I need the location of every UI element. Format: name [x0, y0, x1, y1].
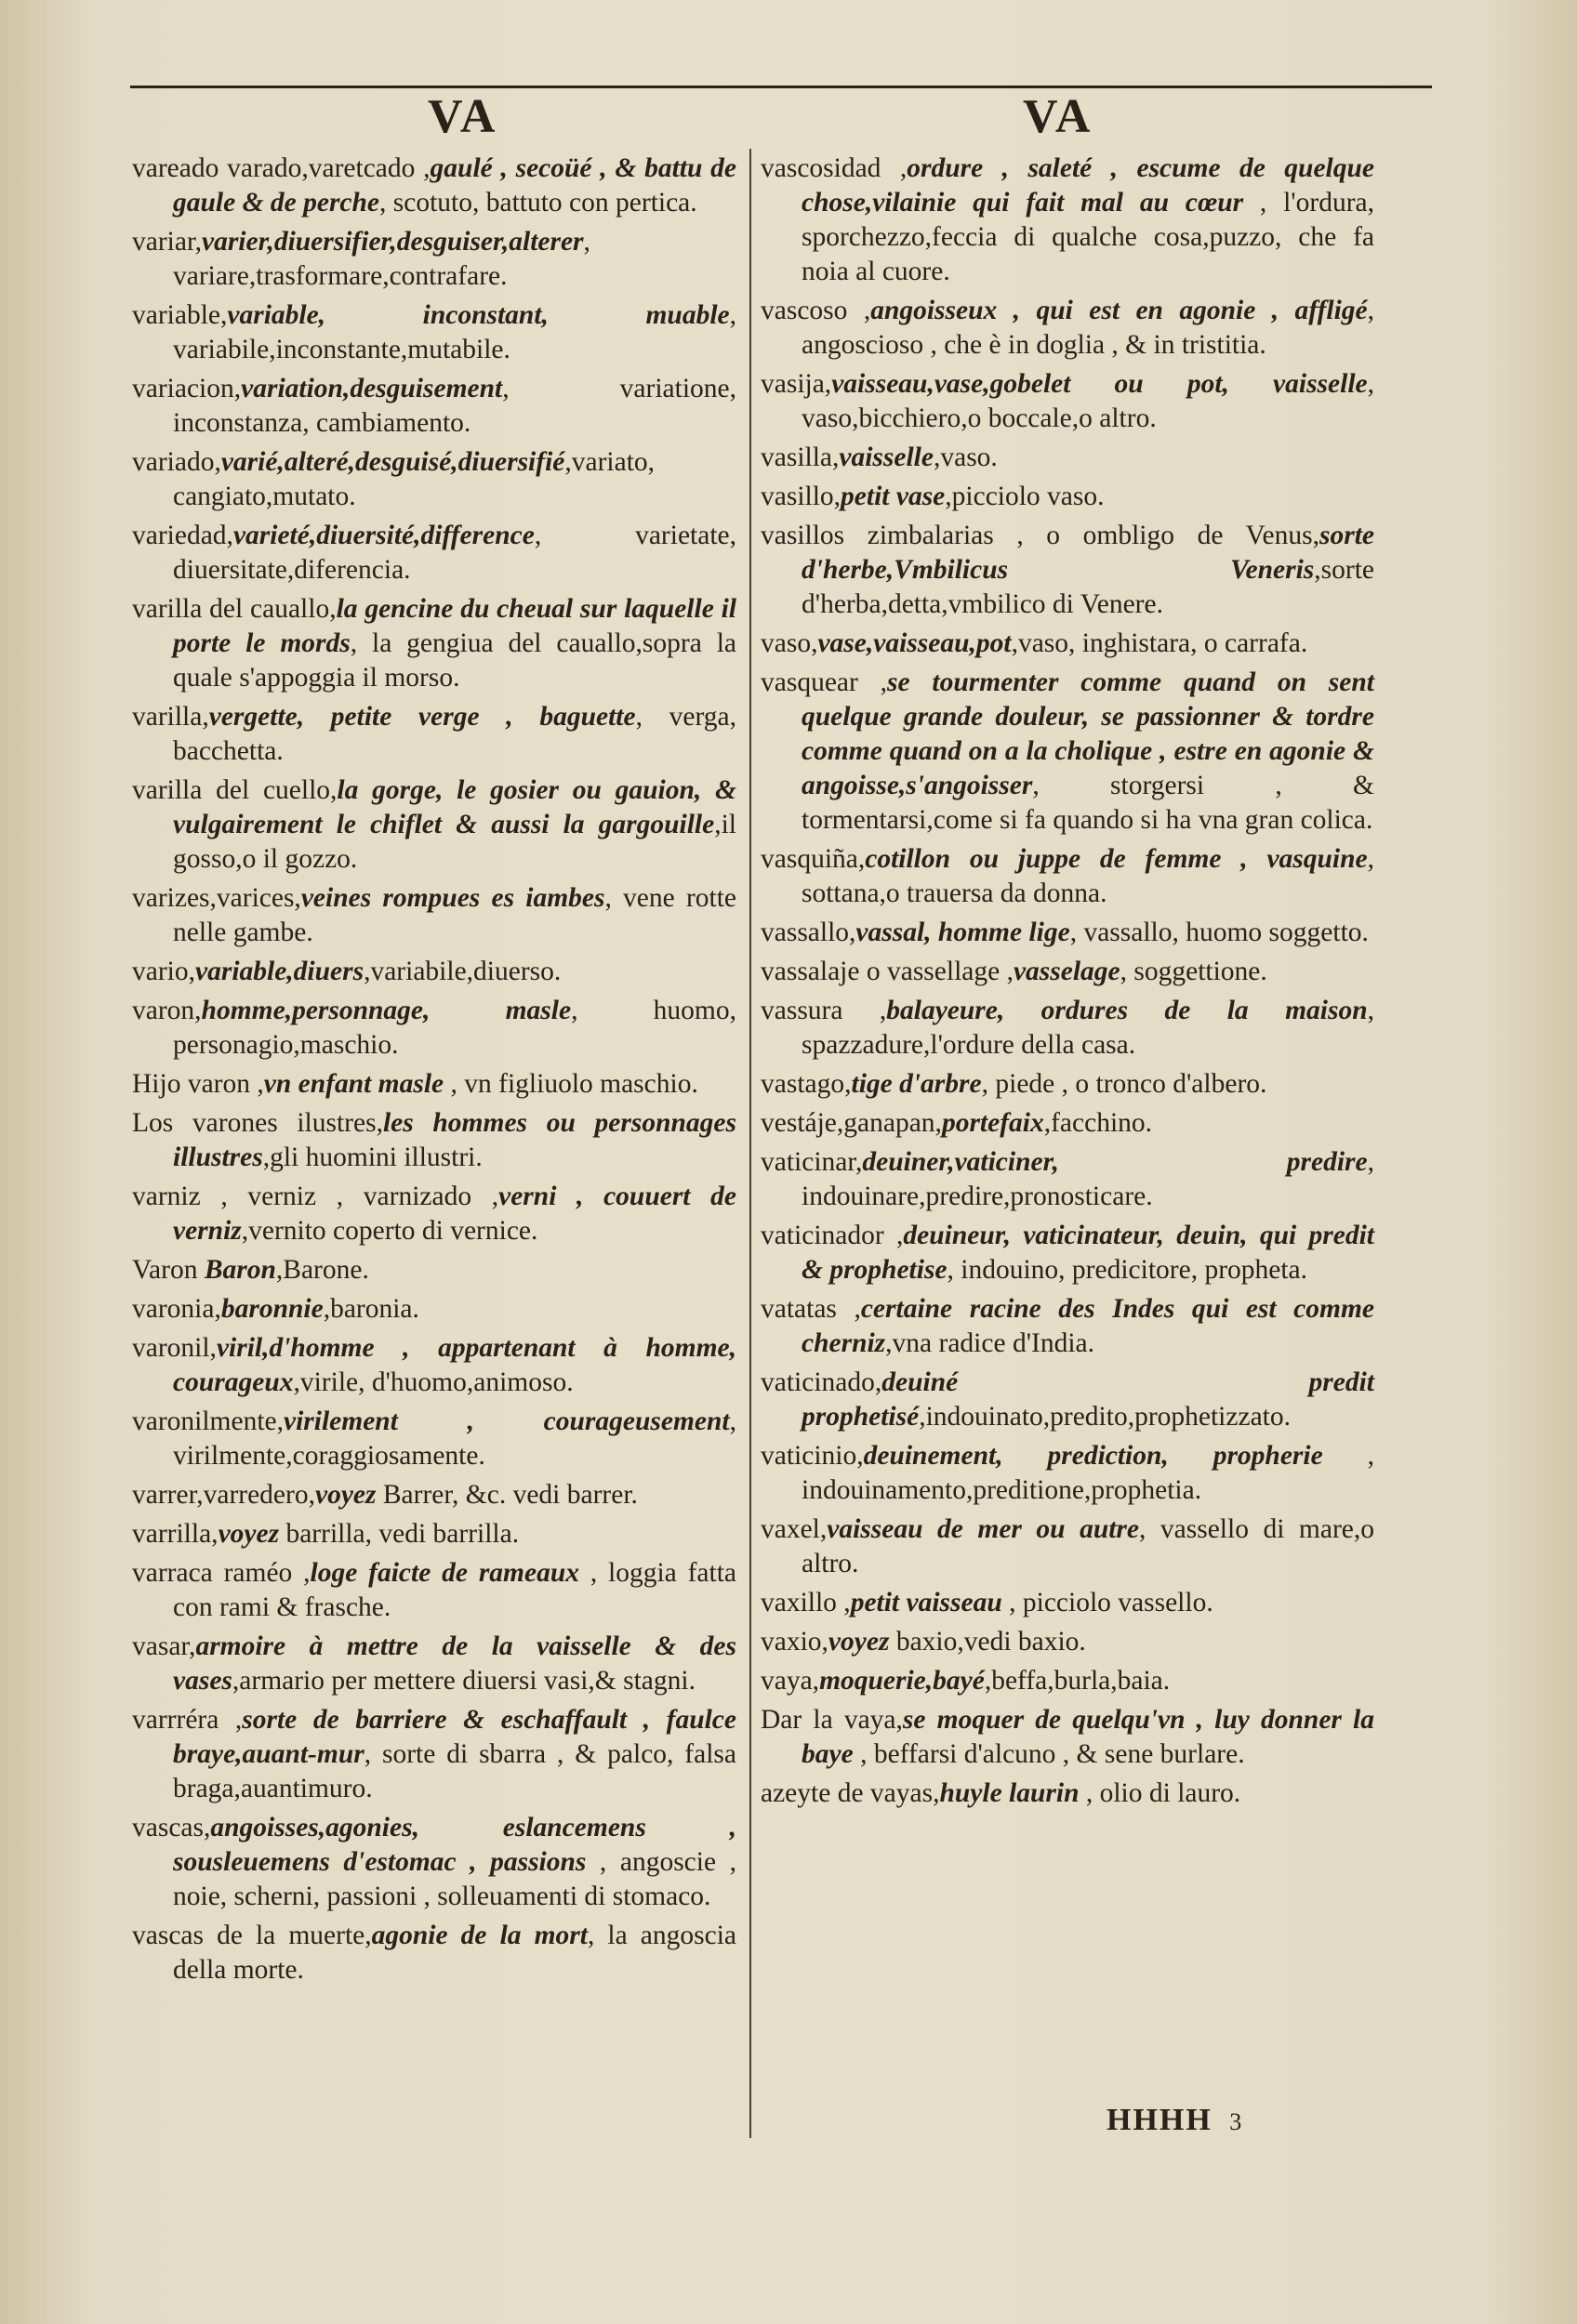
running-head-right: VA	[1023, 90, 1094, 143]
spanish-headword: varrilla,	[132, 1519, 219, 1549]
italian-gloss: , beffarsi d'alcuno , & sene burlare.	[853, 1739, 1245, 1769]
spanish-headword: vassalaje o vassellage ,	[761, 957, 1014, 986]
french-gloss: ordure , saleté , escume de quelque chose,vilainie qui fait mal au cœur	[802, 153, 1374, 218]
dictionary-entry	[132, 298, 736, 367]
dictionary-entry	[132, 1478, 736, 1512]
french-gloss: varié,alteré,desguisé,diuersifié	[220, 447, 565, 477]
french-gloss: angoisses,agonies, eslancemens , sousleuemens d'estomac , passions	[173, 1813, 736, 1877]
spanish-headword: varraca raméo ,	[132, 1558, 311, 1588]
italian-gloss: ,virile, d'huomo,animoso.	[293, 1367, 574, 1397]
dictionary-entry	[132, 1919, 736, 1987]
french-gloss: deuiner,vaticiner, predire	[862, 1147, 1368, 1177]
dictionary-entry	[761, 1586, 1374, 1620]
dictionary-entry	[132, 1703, 736, 1806]
french-gloss: variable, inconstant, muable	[227, 300, 730, 330]
spanish-headword: vaso,	[761, 628, 818, 658]
french-gloss: vaisseau de mer ou autre	[827, 1514, 1140, 1544]
dictionary-entry	[761, 480, 1374, 514]
dictionary-entry	[761, 152, 1374, 289]
french-gloss: verni , couuert de verniz	[173, 1182, 737, 1246]
french-gloss: veines rompues es iambes	[300, 883, 605, 913]
french-gloss: huyle laurin	[939, 1778, 1080, 1808]
spanish-headword: vareado varado,varetcado ,	[132, 153, 431, 183]
spanish-headword: vaticinado,	[761, 1367, 882, 1397]
dictionary-entry	[132, 773, 736, 877]
italian-gloss: , soggettione.	[1120, 957, 1267, 986]
italian-gloss: , vassallo, huomo soggetto.	[1069, 918, 1369, 947]
italian-gloss: , sorte di sbarra , & palco, falsa braga,auantimuro.	[173, 1739, 736, 1803]
spanish-headword: azeyte de vayas,	[761, 1778, 940, 1808]
dictionary-entry	[761, 1512, 1374, 1581]
dictionary-entry	[761, 1219, 1374, 1287]
spanish-headword: vaticinar,	[761, 1147, 863, 1177]
spanish-headword: Los varones ilustres,	[132, 1108, 383, 1138]
dictionary-entry	[761, 1703, 1374, 1772]
french-gloss: la gorge, le gosier ou gauion, & vulgairement le chiflet & aussi la gargouille	[173, 775, 737, 839]
italian-gloss: , indouinamento,preditione,prophetia.	[802, 1441, 1374, 1505]
dictionary-entry	[132, 1556, 736, 1625]
spanish-headword: vaya,	[761, 1666, 820, 1696]
italian-gloss: ,facchino.	[1043, 1108, 1153, 1138]
spanish-headword: varrréra ,	[132, 1705, 243, 1735]
spanish-headword: varizes,varices,	[132, 883, 301, 913]
french-gloss: se moquer de quelqu'vn , luy donner la baye	[802, 1705, 1375, 1769]
page-header	[130, 82, 1432, 147]
spanish-headword: varilla,	[132, 702, 209, 732]
italian-gloss: , storgersi , & tormentarsi,come si fa quando si ha vna gran colica.	[802, 771, 1374, 835]
dictionary-entry	[761, 842, 1374, 911]
dictionary-entry	[132, 1331, 736, 1400]
italian-gloss: , variatione, inconstanza, cambiamento.	[173, 374, 736, 438]
dictionary-entry	[761, 1439, 1374, 1508]
spanish-headword: variable,	[132, 300, 228, 330]
spanish-headword: vaticinio,	[761, 1441, 864, 1471]
french-gloss: moquerie,bayé	[819, 1666, 985, 1696]
italian-gloss: , piede , o tronco d'albero.	[981, 1069, 1267, 1099]
spanish-headword: Varon	[132, 1255, 198, 1285]
dictionary-entry	[761, 994, 1374, 1063]
french-gloss: sorte d'herbe,Vmbilicus Veneris	[802, 521, 1374, 585]
french-gloss: portefaix	[941, 1108, 1044, 1138]
italian-gloss: , loggia fatta con rami & frasche.	[173, 1558, 737, 1622]
french-gloss: deuiné predit prophetisé	[802, 1367, 1374, 1432]
spanish-headword: vatatas ,	[761, 1294, 861, 1324]
french-gloss: vase,vaisseau,pot	[817, 628, 1012, 658]
spanish-headword: vascas de la muerte,	[132, 1921, 372, 1950]
french-gloss: cotillon ou juppe de femme , vasquine	[865, 844, 1368, 874]
italian-gloss: ,gli huomini illustri.	[262, 1142, 483, 1172]
left-column	[132, 152, 736, 1992]
italian-gloss: , indouino, predicitore, propheta.	[947, 1255, 1308, 1285]
spanish-headword: vasquiña,	[761, 844, 866, 874]
spanish-headword: vasilla,	[761, 442, 840, 472]
spanish-headword: vaxel,	[761, 1514, 828, 1544]
dictionary-entry	[761, 1106, 1374, 1141]
dictionary-entry	[132, 372, 736, 441]
french-gloss: homme,personnage, masle	[201, 996, 572, 1025]
italian-gloss: , variabile,inconstante,mutabile.	[173, 300, 736, 364]
dictionary-entry	[761, 1664, 1374, 1698]
italian-gloss: , vaso,bicchiero,o boccale,o altro.	[802, 369, 1374, 433]
italian-gloss: ,baronia.	[323, 1294, 419, 1324]
signature-letters: HHHH	[1107, 2103, 1213, 2137]
dictionary-entry	[761, 367, 1374, 436]
spanish-headword: vascas,	[132, 1813, 211, 1842]
italian-gloss: ,il gosso,o il gozzo.	[173, 810, 736, 874]
french-gloss: tige d'arbre	[851, 1069, 982, 1099]
french-gloss: les hommes ou personnages illustres	[173, 1108, 736, 1172]
french-gloss: baronnie	[220, 1294, 324, 1324]
spanish-headword: vasillo,	[761, 482, 842, 511]
spanish-headword: variar,	[132, 227, 202, 257]
dictionary-entry	[761, 1366, 1374, 1434]
italian-gloss: ,beffa,burla,baia.	[984, 1666, 1171, 1696]
italian-gloss: ,vernito coperto di vernice.	[241, 1216, 538, 1246]
italian-gloss: , spazzadure,l'ordure della casa.	[802, 996, 1374, 1060]
spanish-headword: varilla del cauallo,	[132, 594, 337, 624]
french-gloss: petit vaisseau	[850, 1588, 1002, 1618]
spanish-headword: varonia,	[132, 1294, 221, 1324]
italian-gloss: ,vaso.	[933, 442, 998, 472]
french-gloss: viril,d'homme , appartenant à homme, courageux	[173, 1333, 736, 1397]
french-gloss: voyez	[828, 1627, 890, 1657]
italian-gloss: baxio,vedi baxio.	[889, 1627, 1086, 1657]
italian-gloss: ,variabile,diuerso.	[364, 957, 562, 986]
dictionary-entry	[132, 955, 736, 989]
dictionary-entry	[132, 1405, 736, 1473]
french-gloss: virilement , courageusement	[284, 1406, 730, 1436]
spanish-headword: vaxio,	[761, 1627, 828, 1657]
french-gloss: angoisseux , qui est en agonie , affligé	[870, 296, 1368, 325]
spanish-headword: variacion,	[132, 374, 242, 403]
italian-gloss: , l'ordura, sporchezzo,feccia di qualche cosa,puzzo, che fa noia al cuore.	[802, 188, 1374, 286]
italian-gloss: , la angoscia della morte.	[173, 1921, 737, 1985]
spanish-headword: varonilmente,	[132, 1406, 285, 1436]
italian-gloss: , olio di lauro.	[1079, 1778, 1241, 1808]
italian-gloss: , scotuto, battuto con pertica.	[379, 188, 697, 218]
spanish-headword: vassallo,	[761, 918, 856, 947]
french-gloss: petit vase	[841, 482, 946, 511]
italian-gloss: , vassello di mare,o altro.	[802, 1514, 1374, 1578]
italian-gloss: , virilmente,coraggiosamente.	[173, 1406, 736, 1471]
dictionary-entry	[132, 700, 736, 769]
spanish-headword: Dar la vaya,	[761, 1705, 903, 1735]
french-gloss: varier,diuersifier,desguiser,alterer	[201, 227, 584, 257]
dictionary-entry	[132, 1106, 736, 1175]
spanish-headword: vasija,	[761, 369, 832, 399]
french-gloss: variation,desguisement	[241, 374, 503, 403]
french-gloss: balayeure, ordures de la maison	[886, 996, 1368, 1025]
right-column	[761, 152, 1374, 1816]
italian-gloss: , varietate, diuersitate,diferencia.	[173, 521, 736, 585]
dictionary-entry	[761, 1292, 1374, 1361]
signature-mark	[1107, 2103, 1243, 2138]
french-gloss: varieté,diuersité,difference	[232, 521, 535, 550]
spanish-headword: varniz , verniz , varnizado ,	[132, 1182, 499, 1211]
spanish-headword: vasquear ,	[761, 667, 888, 697]
french-gloss: vergette, petite verge , baguette	[208, 702, 636, 732]
dictionary-entry	[132, 881, 736, 950]
dictionary-entry	[761, 955, 1374, 989]
italian-gloss: , sottana,o trauersa da donna.	[802, 844, 1374, 908]
french-gloss: sorte de barriere & eschaffault , faulce braye,auant-mur	[173, 1705, 736, 1769]
italian-gloss: ,picciolo vaso.	[945, 482, 1105, 511]
italian-gloss: , picciolo vassello.	[1001, 1588, 1213, 1618]
dictionary-entry	[132, 1811, 736, 1914]
italian-gloss: Barrer, &c. vedi barrer.	[376, 1480, 638, 1510]
italian-gloss: , variare,trasformare,contrafare.	[173, 227, 590, 291]
dictionary-entry	[761, 294, 1374, 363]
dictionary-entry	[132, 225, 736, 294]
dictionary-entry	[132, 519, 736, 588]
italian-gloss: , vene rotte nelle gambe.	[173, 883, 737, 947]
dictionary-entry	[761, 666, 1374, 838]
spanish-headword: variedad,	[132, 521, 233, 550]
italian-gloss: ,indouinato,predito,prophetizzato.	[919, 1402, 1291, 1432]
spanish-headword: vascosidad ,	[761, 153, 908, 183]
french-gloss: deuineur, vaticinateur, deuin, qui predit & prophetise	[802, 1221, 1374, 1285]
spanish-headword: vaticinador ,	[761, 1221, 904, 1250]
dictionary-entry	[132, 1180, 736, 1248]
italian-gloss: ,sorte d'herba,detta,vmbilico di Venere.	[802, 555, 1374, 619]
dictionary-entry	[761, 519, 1374, 622]
spanish-headword: varonil,	[132, 1333, 217, 1363]
italian-gloss: , angoscie , noie, scherni, passioni , solleuamenti di stomaco.	[173, 1847, 736, 1911]
italian-gloss: ,Barone.	[275, 1255, 369, 1285]
italian-gloss: ,variato, cangiato,mutato.	[173, 447, 656, 511]
dictionary-entry	[132, 994, 736, 1063]
dictionary-entry	[132, 152, 736, 220]
french-gloss: armoire à mettre de la vaisselle & des vases	[173, 1631, 736, 1696]
dictionary-entry	[132, 1292, 736, 1327]
spanish-headword: vestáje,ganapan,	[761, 1108, 942, 1138]
french-gloss: voyez	[218, 1519, 280, 1549]
italian-gloss: ,vna radice d'India.	[885, 1328, 1094, 1358]
spanish-headword: vaxillo ,	[761, 1588, 851, 1618]
french-gloss: deuinement, prediction, propherie	[863, 1441, 1323, 1471]
dictionary-entry	[761, 627, 1374, 661]
spanish-headword: vario,	[132, 957, 195, 986]
dictionary-entry	[132, 1067, 736, 1102]
french-gloss: voyez	[314, 1480, 377, 1510]
spanish-headword: variado,	[132, 447, 221, 477]
french-gloss: vasselage	[1013, 957, 1120, 986]
column-divider	[749, 149, 751, 2138]
dictionary-entry	[132, 1630, 736, 1698]
italian-gloss: ,armario per mettere diuersi vasi,& stagni.	[232, 1666, 696, 1696]
french-gloss: la gencine du cheual sur laquelle il porte le mords	[173, 594, 737, 658]
dictionary-entry	[761, 441, 1374, 475]
french-gloss: certaine racine des Indes qui est comme cherniz	[802, 1294, 1374, 1358]
french-gloss: loge faicte de rameaux	[310, 1558, 579, 1588]
spanish-headword: vasar,	[132, 1631, 196, 1661]
spanish-headword: vasillos zimbalarias , o ombligo de Venus,	[761, 521, 1319, 550]
dictionary-entry	[132, 592, 736, 695]
italian-gloss: , angoscioso , che è in doglia , & in tristitia.	[802, 296, 1374, 360]
dictionary-entry	[761, 1145, 1374, 1214]
spanish-headword: vascoso ,	[761, 296, 871, 325]
french-gloss: vassal, homme lige	[855, 918, 1070, 947]
spanish-headword: vassura ,	[761, 996, 887, 1025]
italian-gloss: , indouinare,predire,pronosticare.	[802, 1147, 1374, 1211]
signature-number: 3	[1229, 2108, 1244, 2135]
dictionary-entry	[132, 1517, 736, 1552]
italian-gloss: ,vaso, inghistara, o carrafa.	[1011, 628, 1308, 658]
spanish-headword: vastago,	[761, 1069, 852, 1099]
french-gloss: variable,diuers	[195, 957, 364, 986]
dictionary-entry	[761, 916, 1374, 950]
italian-gloss: , vn figliuolo maschio.	[444, 1069, 698, 1099]
dictionary-entry	[761, 1776, 1374, 1811]
running-head-left: VA	[428, 90, 499, 143]
spanish-headword: varrer,varredero,	[132, 1480, 315, 1510]
french-gloss: se tourmenter comme quand on sent quelque grande douleur, se passionner & tordre comme quand on a la cholique , estre en agonie & angoisse,s'angoisser	[802, 667, 1374, 800]
dictionary-entry	[761, 1067, 1374, 1102]
french-gloss: vaisselle	[839, 442, 934, 472]
french-gloss: vn enfant masle	[263, 1069, 444, 1099]
italian-gloss: , huomo, personagio,maschio.	[173, 996, 736, 1060]
dictionary-entry	[132, 1253, 736, 1287]
spanish-headword: Hijo varon ,	[132, 1069, 264, 1099]
spanish-headword: varilla del cuello,	[132, 775, 338, 805]
dictionary-entry	[132, 445, 736, 514]
french-gloss: agonie de la mort	[371, 1921, 588, 1950]
french-gloss: gaulé , secoüé , & battu de gaule & de perche	[173, 153, 737, 218]
italian-gloss: , la gengiua del cauallo,sopra la quale s'appoggia il morso.	[173, 628, 737, 693]
french-gloss: Baron	[197, 1255, 276, 1285]
italian-gloss: , verga, bacchetta.	[173, 702, 736, 766]
dictionary-entry	[761, 1625, 1374, 1659]
french-gloss: vaisseau,vase,gobelet ou pot, vaisselle	[831, 369, 1368, 399]
italian-gloss: barrilla, vedi barrilla.	[279, 1519, 520, 1549]
spanish-headword: varon,	[132, 996, 202, 1025]
